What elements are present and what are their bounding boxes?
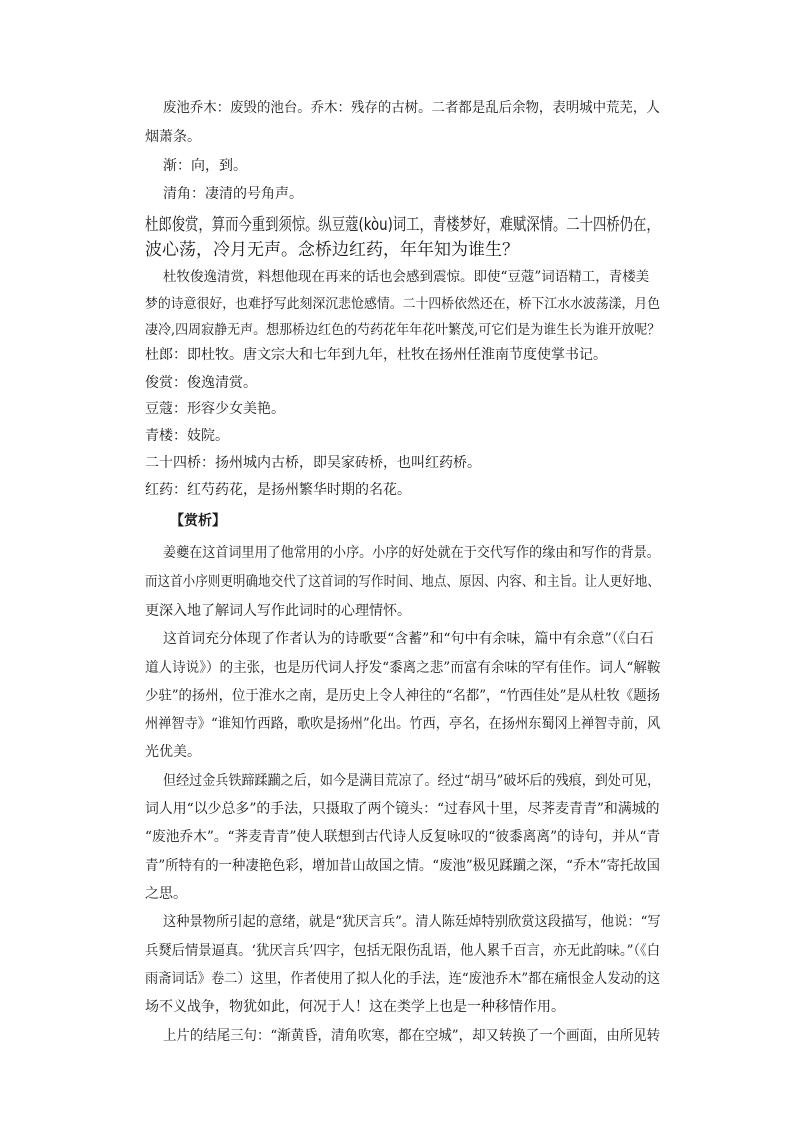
analysis-line: 光优美。	[145, 744, 201, 760]
analysis-line: 青”所特有的一种凄艳色彩，增加昔山故国之情。“废池”极见蹂躏之深，“乔木”寄托故国	[145, 858, 660, 874]
note-line: 二十四桥：扬州城内古桥，即吴家砖桥，也叫红药桥。	[145, 455, 481, 471]
note-line: 青楼：妓院。	[145, 428, 229, 444]
analysis-line: “废池乔木”。“荠麦青青”使人联想到古代诗人反复咏叹的“彼黍离离”的诗句，并从“青	[145, 829, 661, 845]
section-heading: 【赏析】	[170, 513, 226, 529]
note-line: 俊赏：俊逸清赏。	[145, 375, 257, 391]
translation-line: 凄冷,四周寂静无声。想那桥边红色的芍药花年年花叶繁茂,可它们是为谁生长为谁开放呢？	[145, 322, 661, 338]
analysis-line: 道人诗说》）的主张，也是历代词人抒发“黍离之悲”而富有余味的罕有佳作。词人“解鞍	[145, 660, 661, 676]
analysis-line: 雨斋词话》卷二）这里，作者使用了拟人化的手法，连“废池乔木”都在痛恨金人发动的这	[145, 971, 661, 987]
analysis-line: 但经过金兵铁蹄蹂躏之后，如今是满目荒凉了。经过“胡马”破坏后的残痕，到处可见，	[163, 773, 661, 789]
analysis-line: 上片的结尾三句：“渐黄昏，清角吹寒，都在空城”，却又转换了一个画面，由所见转	[163, 1028, 661, 1044]
analysis-line: 词人用“以少总多”的手法，只摄取了两个镜头：“过春风十里，尽荠麦青青”和满城的	[145, 801, 660, 817]
translation-line: 杜牧俊逸清赏，料想他现在再来的话也会感到震惊。即使“豆蔻”词语精工，青楼美	[163, 269, 650, 285]
note-line: 红药：红芍药花，是扬州繁华时期的名花。	[145, 482, 411, 498]
note-line: 烟萧条。	[145, 129, 201, 145]
analysis-line: 这首词充分体现了作者认为的诗歌要“含蓄”和“句中有余味，篇中有余意”（《白石	[163, 631, 654, 647]
translation-line: 梦的诗意很好，也难抒写此刻深沉悲怆感情。二十四桥依然还在，桥下江水水波荡漾，月色	[145, 296, 661, 312]
poem-line: 杜郎俊赏，算而今重到须惊。纵豆蔻(kòu)词工，青楼梦好，难赋深情。二十四桥仍在，	[145, 215, 660, 235]
analysis-line: 之思。	[145, 886, 187, 902]
poem-line: 波心荡，冷月无声。念桥边红药，年年知为谁生？	[145, 240, 519, 260]
analysis-line: 而这首小序则更明确地交代了这首词的写作时间、地点、原因、内容、和主旨。让人更好地、	[145, 574, 660, 590]
note-line: 废池乔木：废毁的池台。乔木：残存的古树。二者都是乱后余物，表明城中荒芜，人	[163, 100, 660, 116]
analysis-line: 兵燹后情景逼真。‘犹厌言兵’四字，包括无限伤乱语，他人累千百言，亦无此韵味。”（《白	[145, 943, 661, 959]
note-line: 清角：凄清的号角声。	[163, 186, 303, 202]
note-line: 豆蔻：形容少女美艳。	[145, 401, 285, 417]
analysis-line: 少驻”的扬州，位于淮水之南，是历史上令人神往的“名都”，“竹西佳处”是从杜牧《题扬	[145, 688, 660, 704]
analysis-line: 这种景物所引起的意绪，就是“犹厌言兵”。清人陈廷焯特别欣赏这段描写，他说：“写	[163, 914, 661, 930]
analysis-line: 姜夔在这首词里用了他常用的小序。小序的好处就在于交代写作的缘由和写作的背景。	[163, 545, 660, 561]
note-line: 渐：向，到。	[163, 158, 247, 174]
analysis-line: 场不义战争，物犹如此，何况于人！这在类学上也是一种移情作用。	[145, 999, 565, 1015]
analysis-line: 更深入地了解词人写作此词时的心理情怀。	[145, 603, 411, 619]
analysis-line: 州禅智寺》“谁知竹西路，歌吹是扬州”化出。竹西，亭名，在扬州东蜀冈上禅智寺前，风	[145, 716, 661, 732]
note-line: 杜郎：即杜牧。唐文宗大和七年到九年，杜牧在扬州任淮南节度使掌书记。	[145, 347, 607, 363]
